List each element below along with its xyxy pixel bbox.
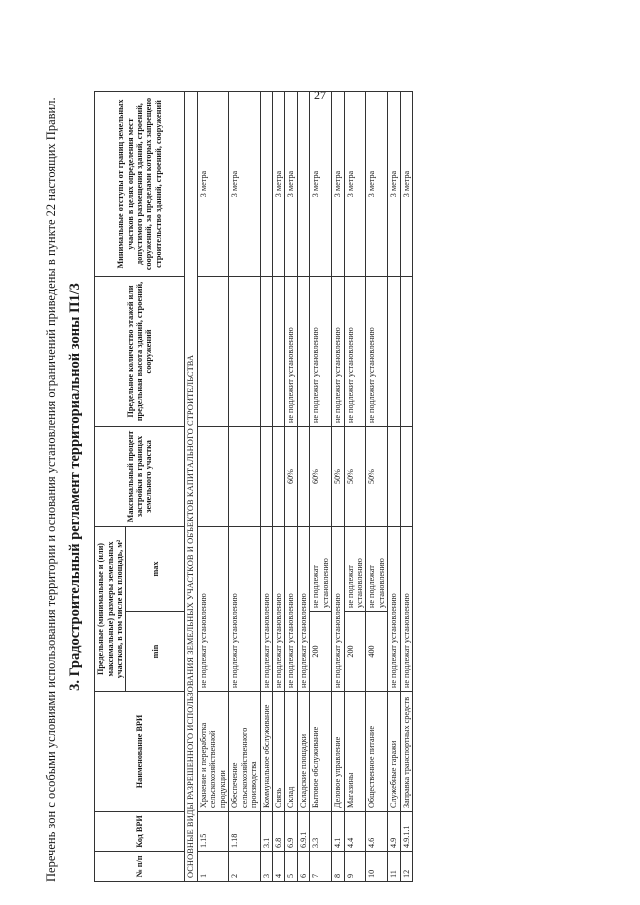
cell-size: не подлежат установлению [260,527,272,692]
cell-size: не подлежат установлению [332,527,344,692]
cell-floors: не подлежит установлению [332,277,344,427]
cell-code: 4.9 [388,812,400,852]
cell-name: Хранение и переработка сельскохозяйственной продукции [198,692,229,812]
cell-num: 4 [273,852,285,882]
cell-floors [297,277,309,427]
cell-percent: 50% [366,427,388,527]
intro-paragraph: Перечень зон с особыми условиями использования территории и основания установления ограничений приведены в пункте 22 настоящих Правил. [44,97,58,882]
cell-name: Складские площадки [297,692,309,812]
cell-floors: не подлежит установлению [285,277,297,427]
cell-code: 3.1 [260,812,272,852]
cell-num: 1 [198,852,229,882]
header-name: Наименование ВРИ [95,692,185,812]
cell-max: не подлежат установлению [310,527,332,612]
cell-min: 400 [366,612,388,692]
cell-setback: 3 метра [344,92,366,277]
cell-size: не подлежат установлению [388,527,400,692]
cell-name: Деловое управление [332,692,344,812]
cell-size: не подлежат установлению [285,527,297,692]
cell-name: Магазины [344,692,366,812]
cell-setback: 3 метра [285,92,297,277]
cell-percent: 50% [332,427,344,527]
cell-setback: 3 метра [198,92,229,277]
cell-percent: 60% [310,427,332,527]
rotated-content [40,92,600,882]
cell-floors [260,277,272,427]
cell-num: 3 [260,852,272,882]
cell-setback: 3 метра [273,92,285,277]
cell-size: не подлежат установлению [229,527,260,692]
header-build-percent: Максимальный процент застройки в границах земельного участка [95,427,185,527]
cell-floors: не подлежит установлению [344,277,366,427]
cell-name: Коммунальное обслуживание [260,692,272,812]
cell-num: 8 [332,852,344,882]
header-sizes: Предельные (минимальные и (или) максимальные) размеры земельных участков, в том числе их площадь, м² [95,527,126,692]
cell-code: 4.1 [332,812,344,852]
cell-name: Связь [273,692,285,812]
cell-setback [260,92,272,277]
cell-code: 1.18 [229,812,260,852]
table-row [260,92,272,882]
table-row [285,92,297,882]
cell-num: 12 [400,852,412,882]
header-max: max [126,527,185,612]
cell-percent [273,427,285,527]
cell-floors [400,277,412,427]
header-setback: Минимальные отступы от границ земельных участков в целях определения мест допустимого размещения зданий, строений, сооружений, за пределами которых запрещено строительство зданий, строений, сооружений [95,92,185,277]
cell-code: 1.15 [198,812,229,852]
cell-name: Общественное питание [366,692,388,812]
cell-num: 2 [229,852,260,882]
cell-size: не подлежат установлению [198,527,229,692]
cell-code: 6.8 [273,812,285,852]
cell-code: 6.9.1 [297,812,309,852]
cell-percent [198,427,229,527]
cell-name: Склад [285,692,297,812]
cell-num: 6 [297,852,309,882]
cell-setback: 3 метра [400,92,412,277]
cell-size: не подлежат установлению [400,527,412,692]
table-row [332,92,344,882]
page-number: 27 [314,88,326,102]
cell-num: 9 [344,852,366,882]
cell-name: Обеспечение сельскохозяйственного производства [229,692,260,812]
cell-floors: не подлежит установлению [310,277,332,427]
cell-num: 10 [366,852,388,882]
cell-size: не подлежат установлению [273,527,285,692]
cell-num: 7 [310,852,332,882]
cell-num: 11 [388,852,400,882]
cell-setback: 3 метра [332,92,344,277]
table-row [297,92,309,882]
cell-size: не подлежат установлению [297,527,309,692]
table-row [273,92,285,882]
cell-min: 200 [310,612,332,692]
cell-floors [229,277,260,427]
table-row [388,92,400,882]
cell-setback [297,92,309,277]
table-row [310,92,332,882]
cell-setback: 3 метра [366,92,388,277]
cell-floors [198,277,229,427]
cell-name: Заправка транспортных средств [400,692,412,812]
cell-min: 200 [344,612,366,692]
cell-floors [388,277,400,427]
cell-name: Бытовое обслуживание [310,692,332,812]
cell-code: 3.3 [310,812,332,852]
cell-code: 4.4 [344,812,366,852]
cell-percent [229,427,260,527]
cell-max: не подлежат установлению [344,527,366,612]
regulation-table [94,91,413,882]
table-row [229,92,260,882]
header-floors: Предельное количество этажей или предельная высота зданий, строений, сооружений [95,277,185,427]
cell-code: 4.9.1.1 [400,812,412,852]
cell-setback: 3 метра [310,92,332,277]
cell-percent: 50% [344,427,366,527]
section-band: ОСНОВНЫЕ ВИДЫ РАЗРЕШЕННОГО ИСПОЛЬЗОВАНИЯ ЗЕМЕЛЬНЫХ УЧАСТКОВ И ОБЪЕКТОВ КАПИТАЛЬНОГО СТРОИТЕЛЬСТВА [185,92,198,882]
cell-setback: 3 метра [388,92,400,277]
cell-max: не подлежат установлению [366,527,388,612]
cell-percent [388,427,400,527]
cell-num: 5 [285,852,297,882]
cell-setback: 3 метра [229,92,260,277]
cell-code: 4.6 [366,812,388,852]
header-num: № п/п [95,852,185,882]
cell-percent [297,427,309,527]
cell-code: 6.9 [285,812,297,852]
table-row [344,92,366,882]
cell-floors: не подлежит установлению [366,277,388,427]
cell-name: Служебные гаражи [388,692,400,812]
header-min: min [126,612,185,692]
table-row [400,92,412,882]
header-code: Код ВРИ [95,812,185,852]
cell-percent [400,427,412,527]
cell-floors [273,277,285,427]
cell-percent [260,427,272,527]
section-title: 3. Градостроительный регламент территориальной зоны П1/3 [67,283,84,691]
table-row [198,92,229,882]
table-row [366,92,388,882]
cell-percent: 60% [285,427,297,527]
